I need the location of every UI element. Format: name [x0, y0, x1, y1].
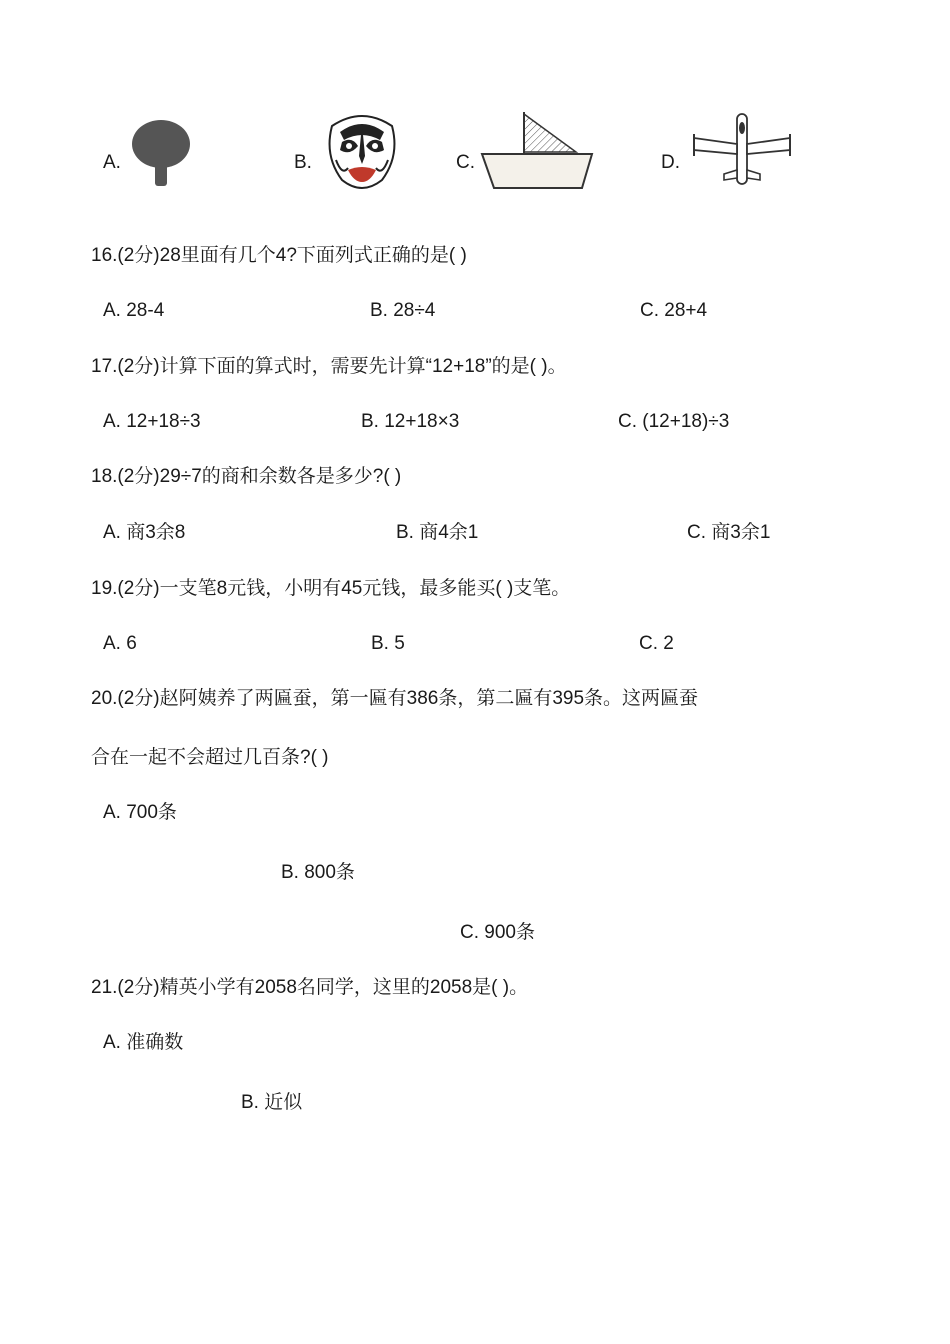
q15-option-a-label: A.	[103, 152, 121, 173]
q18-stem: 18.(2分)29÷7的商和余数各是多少?( )	[91, 466, 402, 487]
opera-mask-icon	[318, 106, 406, 194]
q15-option-c-label: C.	[456, 152, 475, 173]
q21-option-a[interactable]: A. 准确数	[103, 1032, 184, 1053]
q16-option-c[interactable]: C. 28+4	[640, 300, 708, 321]
q20-stem-line2: 合在一起不会超过几百条?( )	[91, 747, 329, 768]
q20-stem-line1: 20.(2分)赵阿姨养了两匾蚕，第一匾有386条，第二匾有395条。这两匾蚕	[91, 688, 699, 709]
q19-option-a[interactable]: A. 6	[103, 633, 137, 654]
q19-option-b[interactable]: B. 5	[371, 633, 405, 654]
q18-option-a[interactable]: A. 商3余8	[103, 522, 186, 543]
ping-pong-paddle-icon	[130, 118, 192, 188]
q19-option-c[interactable]: C. 2	[639, 633, 674, 654]
sailboat-icon	[480, 110, 594, 192]
q16-option-b[interactable]: B. 28÷4	[370, 300, 436, 321]
q16-option-a[interactable]: A. 28-4	[103, 300, 165, 321]
q21-option-b[interactable]: B. 近似	[241, 1092, 303, 1113]
q21-stem: 21.(2分)精英小学有2058名同学，这里的2058是( )。	[91, 977, 529, 998]
q17-option-a[interactable]: A. 12+18÷3	[103, 411, 201, 432]
q20-option-c[interactable]: C. 900条	[460, 922, 535, 943]
q17-option-c[interactable]: C. (12+18)÷3	[618, 411, 730, 432]
q17-stem: 17.(2分)计算下面的算式时，需要先计算“12+18”的是( )。	[91, 356, 567, 377]
q18-option-b[interactable]: B. 商4余1	[396, 522, 479, 543]
q16-stem: 16.(2分)28里面有几个4?下面列式正确的是( )	[91, 245, 467, 266]
q17-option-b[interactable]: B. 12+18×3	[361, 411, 460, 432]
airplane-icon	[690, 108, 794, 190]
q20-option-a[interactable]: A. 700条	[103, 802, 177, 823]
q20-option-b[interactable]: B. 800条	[281, 862, 355, 883]
q15-option-d-label: D.	[661, 152, 680, 173]
q18-option-c[interactable]: C. 商3余1	[687, 522, 771, 543]
q15-option-b-label: B.	[294, 152, 312, 173]
q19-stem: 19.(2分)一支笔8元钱，小明有45元钱，最多能买( )支笔。	[91, 578, 571, 599]
